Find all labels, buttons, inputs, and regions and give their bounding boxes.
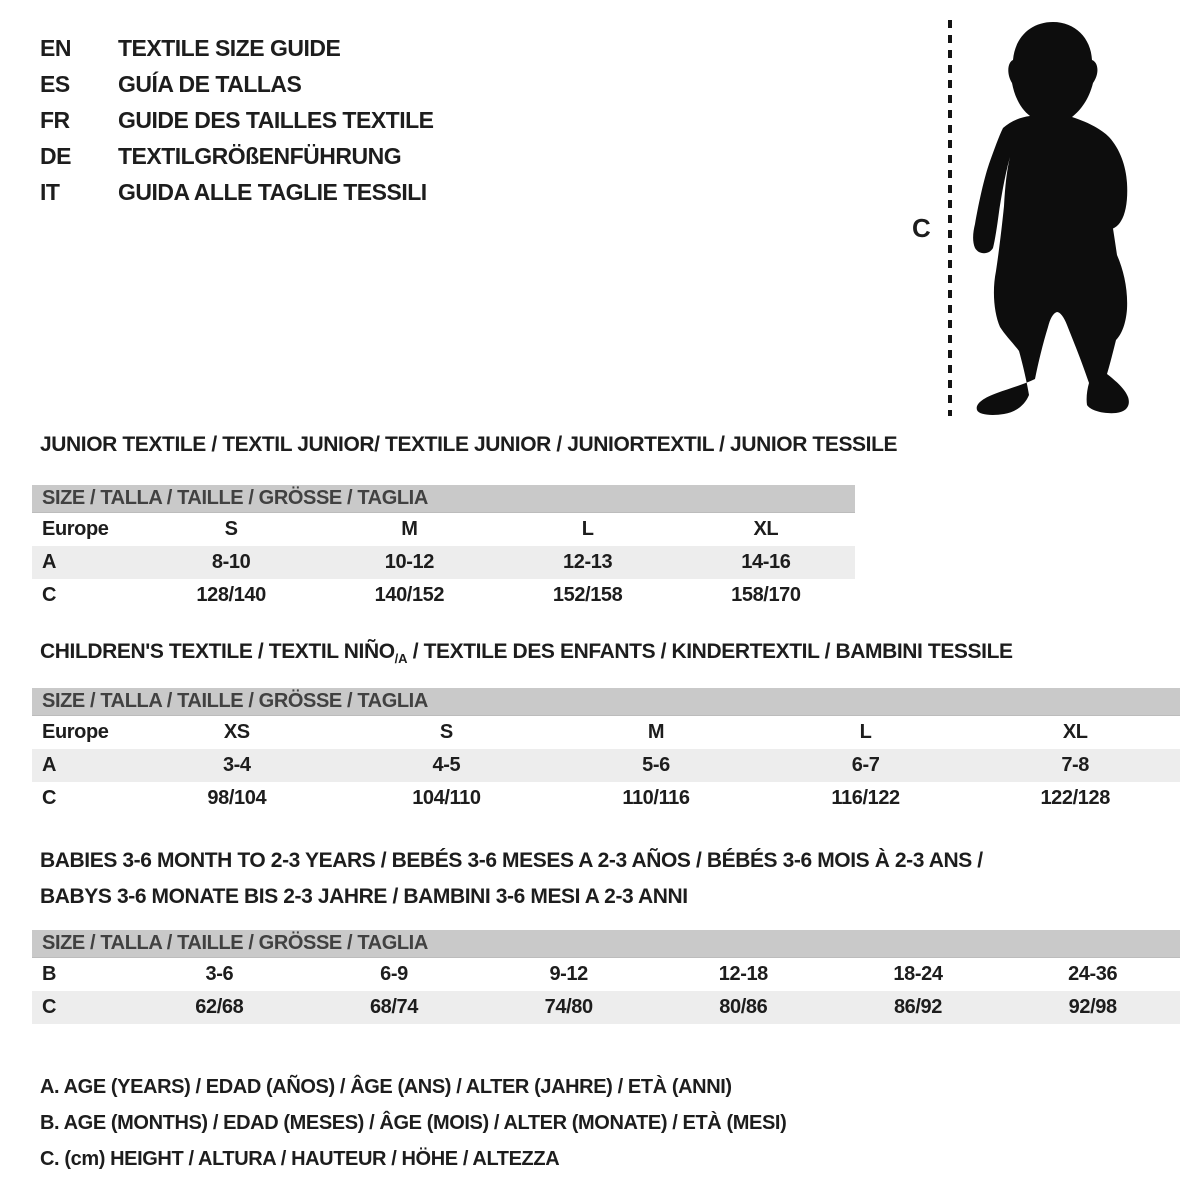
size-cell: 122/128 (1040, 787, 1110, 809)
size-cell: 14-16 (741, 551, 791, 573)
size-cell: XL (753, 518, 779, 540)
size-cell: 3-6 (205, 963, 234, 985)
size-cell: 74/80 (544, 996, 593, 1018)
children-heading-rest: / TEXTILE DES ENFANTS / KINDERTEXTIL / BAMBINI TESSILE (407, 640, 1013, 663)
size-cell: 6-9 (380, 963, 408, 985)
row-label: Europe (42, 518, 109, 540)
row-label: A (42, 551, 57, 573)
size-cell: 10-12 (384, 551, 434, 573)
size-table-header: SIZE / TALLA / TAILLE / GRÖSSE / TAGLIA (32, 688, 1180, 716)
size-cell: 128/140 (196, 584, 266, 606)
row-label: Europe (42, 721, 109, 743)
size-cell: 158/170 (731, 584, 801, 606)
junior-size-table (32, 485, 855, 612)
children-heading-main: CHILDREN'S TEXTILE / TEXTIL NIÑO (40, 640, 395, 663)
row-label: B (42, 963, 57, 985)
size-cell: 62/68 (195, 996, 244, 1018)
size-cell: 140/152 (374, 584, 445, 606)
size-cell: 12-18 (718, 963, 768, 985)
size-cell: 5-6 (642, 754, 670, 776)
size-cell: 8-10 (211, 551, 251, 573)
size-cell: 9-12 (549, 963, 588, 985)
title-row-en (40, 30, 434, 66)
size-cell: 6-7 (851, 754, 880, 776)
size-cell: 116/122 (831, 787, 900, 809)
title-text-es: GUÍA DE TALLAS (118, 70, 302, 97)
size-table-header: SIZE / TALLA / TAILLE / GRÖSSE / TAGLIA (32, 485, 855, 513)
lang-code-en: EN (40, 34, 71, 61)
table-row-height (32, 579, 855, 612)
table-row-height (32, 991, 1180, 1024)
babies-section-heading (40, 843, 983, 915)
size-cell: M (401, 518, 418, 540)
size-cell: S (224, 518, 238, 540)
size-cell: 80/86 (719, 996, 768, 1018)
babies-heading-line2: BABYS 3-6 MONATE BIS 2-3 JAHRE / BAMBINI 3-6 MESI A 2-3 ANNI (40, 885, 688, 908)
babies-heading-line1: BABIES 3-6 MONTH TO 2-3 YEARS / BEBÉS 3-6 MESES A 2-3 AÑOS / BÉBÉS 3-6 MOIS À 2-3 ANS / (40, 849, 983, 872)
children-size-table (32, 688, 1180, 815)
size-cell: 92/98 (1068, 996, 1117, 1018)
junior-section-heading: JUNIOR TEXTILE / TEXTIL JUNIOR/ TEXTILE JUNIOR / JUNIORTEXTIL / JUNIOR TESSILE (40, 433, 898, 456)
legend-line-c: C. (cm) HEIGHT / ALTURA / HAUTEUR / HÖHE / ALTEZZA (40, 1148, 560, 1170)
row-label: C (42, 787, 57, 809)
lang-code-fr: FR (40, 106, 70, 133)
toddler-silhouette (973, 22, 1129, 415)
size-cell: L (581, 518, 594, 540)
table-row-height (32, 782, 1180, 815)
title-text-fr: GUIDE DES TAILLES TEXTILE (118, 106, 434, 133)
title-row-de (40, 138, 434, 174)
lang-code-es: ES (40, 70, 70, 97)
lang-code-it: IT (40, 178, 60, 205)
size-cell: 86/92 (893, 996, 943, 1018)
title-row-fr (40, 102, 434, 138)
size-cell: M (647, 721, 665, 743)
legend-line-a: A. AGE (YEARS) / EDAD (AÑOS) / ÂGE (ANS) / ALTER (JAHRE) / ETÀ (ANNI) (40, 1076, 732, 1098)
size-cell: 12-13 (563, 551, 613, 573)
size-cell: 104/110 (412, 787, 481, 809)
size-cell: L (859, 721, 872, 743)
size-table-header: SIZE / TALLA / TAILLE / GRÖSSE / TAGLIA (32, 930, 1180, 958)
table-row-months (32, 958, 1180, 991)
size-cell: XL (1062, 721, 1088, 743)
abbreviation-legend (40, 1069, 786, 1177)
title-text-de: TEXTILGRÖßENFÜHRUNG (118, 142, 402, 169)
size-cell: 24-36 (1068, 963, 1118, 985)
children-heading-subscript: /A (394, 651, 408, 666)
children-section-heading (40, 634, 1013, 677)
size-cell: 98/104 (207, 787, 267, 809)
height-measure-label: C (912, 213, 931, 243)
table-row-europe (32, 716, 1180, 749)
size-cell: 3-4 (222, 754, 251, 776)
title-row-it (40, 174, 434, 210)
row-label: C (42, 584, 57, 606)
size-cell: XS (223, 721, 250, 743)
title-row-es (40, 66, 434, 102)
legend-line-b: B. AGE (MONTHS) / EDAD (MESES) / ÂGE (MOIS) / ALTER (MONATE) / ETÀ (MESI) (40, 1112, 787, 1134)
row-label: A (42, 754, 57, 776)
size-cell: 7-8 (1061, 754, 1090, 776)
size-cell: 110/116 (622, 787, 690, 809)
title-language-list (40, 30, 434, 210)
title-text-it: GUIDA ALLE TAGLIE TESSILI (118, 178, 427, 205)
size-cell: 68/74 (369, 996, 419, 1018)
table-row-age (32, 749, 1180, 782)
size-cell: 152/158 (552, 584, 623, 606)
babies-size-table (32, 930, 1180, 1024)
table-row-age (32, 546, 855, 579)
lang-code-de: DE (40, 142, 71, 169)
size-cell: 18-24 (893, 963, 943, 985)
size-cell: 4-5 (432, 754, 461, 776)
table-row-europe (32, 513, 855, 546)
row-label: C (42, 996, 57, 1018)
size-cell: S (439, 721, 453, 743)
title-text-en: TEXTILE SIZE GUIDE (118, 34, 341, 61)
